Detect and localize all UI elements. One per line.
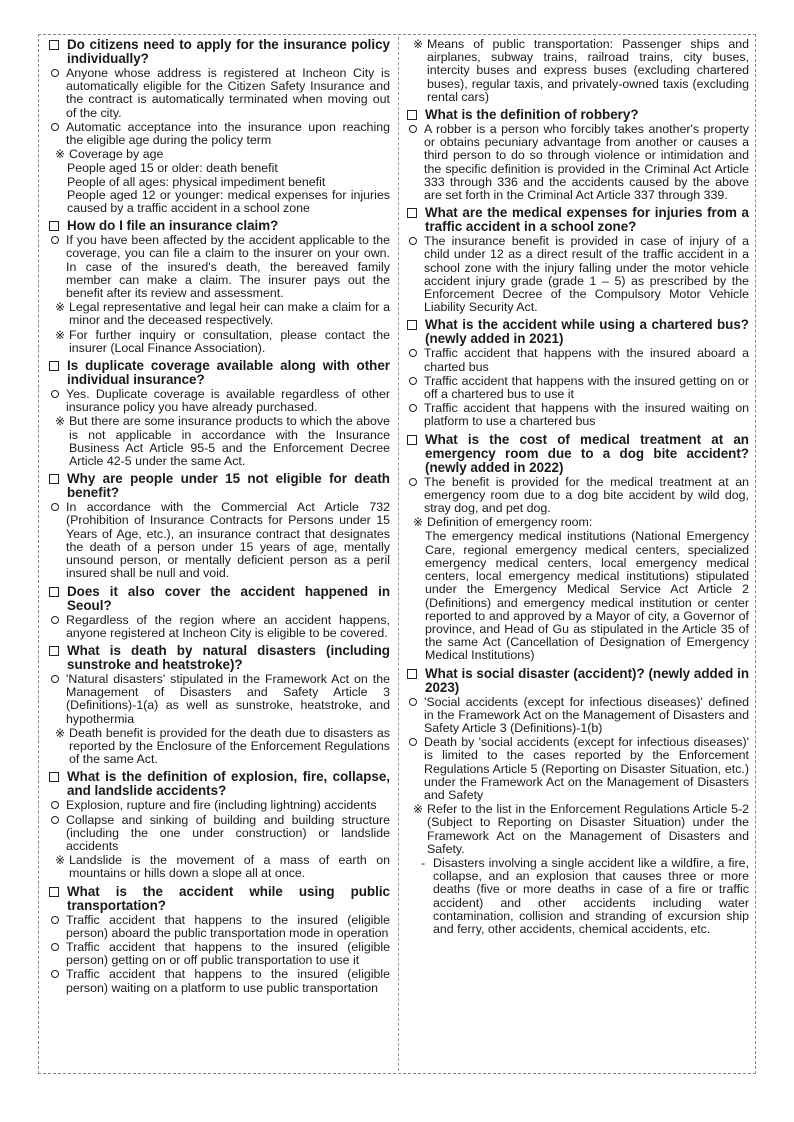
- faq-question: [47, 585, 390, 613]
- faq-section: [405, 433, 749, 663]
- faq-question: [47, 472, 390, 500]
- reference-note: [55, 854, 390, 880]
- answer-text: Traffic accident that happens to the insured (eligible person) waiting on a platform to use public transportation: [66, 967, 390, 995]
- faq-section: [47, 38, 390, 215]
- circle-bullet-icon: [51, 675, 59, 683]
- checkbox-square-icon: [49, 221, 59, 231]
- faq-section: [47, 770, 390, 880]
- faq-section: [47, 644, 390, 766]
- circle-bullet-icon: [51, 390, 59, 398]
- answer-text: Traffic accident that happens with the insured aboard a charted bus: [424, 346, 749, 374]
- answer-text: Traffic accident that happens with the insured waiting on platform to use a chartered bus: [424, 401, 749, 429]
- circle-bullet-icon: [409, 349, 417, 357]
- answer-text: If you have been affected by the accident applicable to the coverage, you can file a claim to the insurer on your own. In case of the insured's death, the bereaved family member can make a claim. The insurer pays out the benefit after its review and assessment.: [66, 233, 390, 301]
- answer-item: [47, 673, 390, 726]
- faq-question: [405, 433, 749, 475]
- answer-item: [47, 614, 390, 640]
- circle-bullet-icon: [51, 616, 59, 624]
- answer-item: [405, 375, 749, 401]
- faq-question: [47, 38, 390, 66]
- answer-item: [405, 347, 749, 373]
- faq-section: [405, 38, 749, 104]
- question-text: What is the definition of robbery?: [425, 107, 639, 123]
- question-text: What is death by natural disasters (including sunstroke and heatstroke)?: [67, 642, 390, 672]
- answer-item: [47, 914, 390, 940]
- circle-bullet-icon: [409, 237, 417, 245]
- answer-text: Traffic accident that happens to the insured (eligible person) aboard the public transportation mode in operation: [66, 912, 390, 940]
- sub-line: People of all ages: physical impediment benefit: [67, 174, 326, 189]
- question-text: Why are people under 15 not eligible for death benefit?: [67, 471, 390, 501]
- faq-section: [405, 318, 749, 428]
- question-text: What is the definition of explosion, fire, collapse, and landslide accidents?: [67, 769, 390, 799]
- answer-text: Explosion, rupture and fire (including lightning) accidents: [66, 798, 377, 813]
- sub-line: People aged 12 or younger: medical expenses for injuries caused by a traffic accident in a school zone: [67, 187, 390, 216]
- answer-text: The insurance benefit is provided in case of injury of a child under 12 as a direct result of the traffic accident in a school zone with the injury falling under the motor vehicle accident injury grade (grade 1 – 5) as prescribed by the Enforcement Decree of the Compulsory Motor Vehicle Liability Security Act.: [424, 234, 749, 315]
- checkbox-square-icon: [49, 887, 59, 897]
- reference-mark-icon: ※: [413, 802, 424, 817]
- faq-question: [405, 318, 749, 346]
- question-text: What is social disaster (accident)? (newly added in 2023): [425, 665, 749, 695]
- answer-text: Automatic acceptance into the insurance upon reaching the eligible age during the policy term: [66, 119, 390, 148]
- dash-text: Disasters involving a single accident like a wildfire, a fire, collapse, and an explosion that causes three or more deaths (five or more deaths in case of a fire or traffic accident) and other accidents including water contamination, collision and stranding of excursion ship and ferry, other accidents, chemical accidents, etc.: [433, 855, 749, 936]
- answer-text: Yes. Duplicate coverage is available regardless of other insurance policy you have already purchased.: [66, 387, 390, 415]
- question-text: How do I file an insurance claim?: [67, 218, 279, 234]
- reference-mark-icon: ※: [55, 725, 66, 740]
- reference-note: [55, 329, 390, 355]
- answer-text: Regardless of the region where an accident happens, anyone registered at Incheon City is eligible to be covered.: [66, 612, 390, 640]
- answer-text: Anyone whose address is registered at Incheon City is automatically eligible for the Citizen Safety Insurance and the contract is automatically terminated when moving out of the city.: [66, 66, 390, 120]
- reference-note: [55, 148, 390, 161]
- reference-mark-icon: ※: [55, 300, 66, 315]
- circle-bullet-icon: [51, 816, 59, 824]
- note-text: Death benefit is provided for the death due to disasters as reported by the Enclosure of the Enforcement Regulations of the same Act.: [69, 725, 390, 767]
- left-column: [47, 38, 390, 1070]
- circle-bullet-icon: [51, 236, 59, 244]
- answer-text: Collapse and sinking of building and building structure (including the one under construction) or landslide accidents: [66, 812, 390, 853]
- answer-item: [47, 67, 390, 120]
- note-text: Legal representative and legal heir can make a claim for a minor and the deceased respectively.: [69, 300, 390, 328]
- faq-question: [405, 108, 749, 122]
- reference-note: [413, 803, 749, 856]
- question-text: What is the accident while using public transportation?: [67, 883, 390, 913]
- document-page: [38, 34, 756, 1074]
- note-text: For further inquiry or consultation, please contact the insurer (Local Finance Association).: [69, 327, 390, 355]
- checkbox-square-icon: [407, 435, 417, 445]
- sub-line: People aged 15 or older: death benefit: [67, 161, 278, 176]
- answer-text: In accordance with the Commercial Act Article 732 (Prohibition of Insurance Contracts for Persons under 15 Years of Age, etc.), an insurance contract that designates the death of a person under 15 years of age, mentally unsound person, or mentally deficient person as a peril insured shall be null and void.: [66, 500, 390, 581]
- circle-bullet-icon: [51, 970, 59, 978]
- answer-item: [405, 476, 749, 516]
- reference-note: [413, 516, 749, 529]
- faq-section: [405, 667, 749, 937]
- reference-note: [55, 415, 390, 468]
- answer-text: Traffic accident that happens with the insured getting on or off a chartered bus to use it: [424, 373, 749, 402]
- circle-bullet-icon: [409, 377, 417, 385]
- answer-item: [405, 402, 749, 428]
- reference-mark-icon: ※: [55, 147, 66, 162]
- note-text: Refer to the list in the Enforcement Regulations Article 5-2 (Subject to Reporting on Disaster Situation) under the Framework Act on the Management of Disasters and Safety.: [427, 802, 749, 856]
- reference-note: [413, 38, 749, 104]
- faq-question: [47, 219, 390, 233]
- reference-mark-icon: ※: [55, 327, 66, 342]
- faq-section: [405, 206, 749, 314]
- circle-bullet-icon: [409, 478, 417, 486]
- circle-bullet-icon: [409, 125, 417, 133]
- faq-question: [405, 667, 749, 695]
- answer-item: [47, 814, 390, 854]
- faq-section: [47, 359, 390, 468]
- answer-text: 'Social accidents (except for infectious diseases)' defined in the Framework Act on the Management of Disasters and Safety Article 3 (Definitions)-1(b): [424, 694, 749, 735]
- answer-item: [47, 968, 390, 994]
- checkbox-square-icon: [49, 474, 59, 484]
- faq-section: [47, 472, 390, 580]
- circle-bullet-icon: [409, 698, 417, 706]
- answer-item: [405, 235, 749, 314]
- note-text: Definition of emergency room:: [427, 515, 593, 530]
- faq-section: [47, 219, 390, 355]
- answer-item: [47, 799, 390, 812]
- question-text: What is the accident while using a chartered bus? (newly added in 2021): [425, 317, 749, 347]
- circle-bullet-icon: [51, 503, 59, 511]
- answer-item: [47, 501, 390, 580]
- question-text: What are the medical expenses for injuries from a traffic accident in a school zone?: [425, 205, 749, 235]
- question-text: Does it also cover the accident happened in Seoul?: [67, 583, 390, 613]
- faq-section: [405, 108, 749, 202]
- note-text: But there are some insurance products to which the above is not applicable in accordance with the Insurance Business Act Article 95-5 and the Enforcement Decree Article 42-5 under the same Act.: [69, 414, 390, 469]
- checkbox-square-icon: [49, 772, 59, 782]
- faq-section: [47, 585, 390, 640]
- circle-bullet-icon: [409, 404, 417, 412]
- answer-text: The benefit is provided for the medical treatment at an emergency room due to a dog bite accident by wild dog, stray dog, and pet dog.: [424, 474, 749, 516]
- answer-item: [47, 234, 390, 300]
- faq-question: [47, 770, 390, 798]
- question-text: Do citizens need to apply for the insurance policy individually?: [67, 38, 390, 66]
- question-text: Is duplicate coverage available along with other individual insurance?: [67, 358, 390, 388]
- reference-note: [55, 301, 390, 327]
- column-divider: [398, 37, 399, 1071]
- right-column: [405, 38, 749, 1070]
- dash-item: [421, 857, 749, 936]
- checkbox-square-icon: [407, 669, 417, 679]
- faq-question: [405, 206, 749, 234]
- checkbox-square-icon: [49, 361, 59, 371]
- reference-note: [55, 727, 390, 767]
- reference-mark-icon: ※: [413, 38, 424, 51]
- checkbox-square-icon: [407, 320, 417, 330]
- checkbox-square-icon: [407, 110, 417, 120]
- answer-text: Death by 'social accidents (except for infectious diseases)' is limited to the cases reported by the Enforcement Regulations Article 5 (Reporting on Disaster Situation, etc.) under the Framework Act on the Management of Disasters and Safety: [424, 735, 749, 802]
- reference-mark-icon: ※: [55, 853, 66, 868]
- answer-item: [47, 941, 390, 967]
- faq-question: [47, 644, 390, 672]
- sub-line: The emergency medical institutions (National Emergency Care, regional emergency medical centers, specialized emergency medical centers, local emergency medical centers, local emergency medical institutions) stipulated under the Emergency Medical Service Act Article 2 (Definitions) and emergency medical institution or center reported to and approved by a Mayor of city, a Governor of province, and Head of Gu as stipulated in the Article 35 of the same Act (Cancellation of Designation of Emergency Medical Institutions): [425, 529, 749, 663]
- note-text: Means of public transportation: Passenger ships and airplanes, subway trains, railroad trains, city buses, intercity buses and express buses (excluding chartered buses), regular taxis, and privately-owned taxis (excluding rental cars): [427, 38, 749, 104]
- checkbox-square-icon: [407, 208, 417, 218]
- circle-bullet-icon: [51, 123, 59, 131]
- faq-question: [47, 885, 390, 913]
- dash-bullet-icon: -: [421, 855, 426, 870]
- answer-text: Traffic accident that happens to the insured (eligible person) getting on or off public transportation to use it: [66, 939, 390, 968]
- note-text: Landslide is the movement of a mass of earth on mountains or hills down a slope all at once.: [69, 853, 390, 881]
- answer-text: A robber is a person who forcibly takes another's property or obtains pecuniary advantage from another or causes a third person to do so through violence or intimidation and the specific definition is provided in the Criminal Act Article 333 through 336 and the accidents caused by the above are set forth in the Criminal Act Article 337 through 339.: [424, 122, 749, 203]
- faq-question: [47, 359, 390, 387]
- circle-bullet-icon: [51, 916, 59, 924]
- reference-mark-icon: ※: [413, 515, 424, 530]
- answer-item: [405, 123, 749, 202]
- note-text: Coverage by age: [69, 147, 164, 162]
- circle-bullet-icon: [51, 69, 59, 77]
- circle-bullet-icon: [409, 738, 417, 746]
- circle-bullet-icon: [51, 943, 59, 951]
- reference-mark-icon: ※: [55, 414, 66, 429]
- answer-item: [47, 121, 390, 147]
- answer-item: [405, 696, 749, 736]
- answer-item: [47, 388, 390, 414]
- checkbox-square-icon: [49, 587, 59, 597]
- answer-item: [405, 736, 749, 802]
- circle-bullet-icon: [51, 801, 59, 809]
- question-text: What is the cost of medical treatment at an emergency room due to a dog bite accident? (newly added in 2022): [425, 431, 749, 475]
- checkbox-square-icon: [49, 40, 59, 50]
- checkbox-square-icon: [49, 646, 59, 656]
- answer-text: 'Natural disasters' stipulated in the Framework Act on the Management of Disasters and Safety Article 3 (Definitions)-1(a) as well as sunstroke, heatstroke, and hypothermia: [66, 671, 390, 726]
- faq-section: [47, 885, 390, 995]
